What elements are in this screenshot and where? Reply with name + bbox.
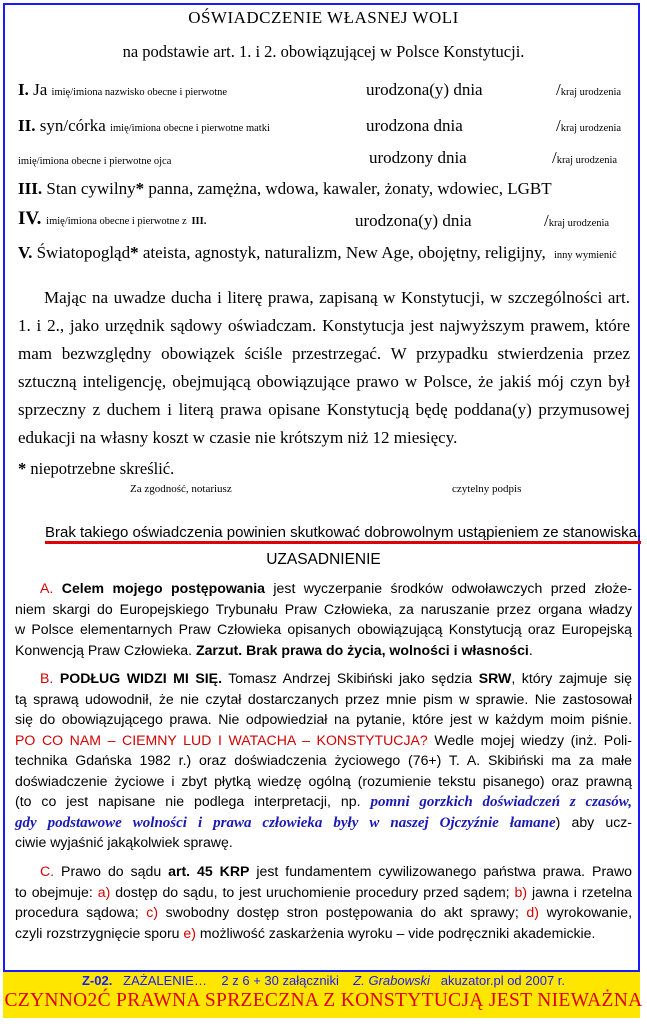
page-subtitle: na podstawie art. 1. i 2. obowiązującej w Polsce Konstytucji. bbox=[122, 42, 525, 61]
section-b-line: się do obowiązującego prawa. Nie odpowiedział na pytanie, które jest w każdym moim piśnie. bbox=[15, 711, 632, 727]
section-c bbox=[15, 861, 632, 943]
partner-name-hint: imię/imiona obecne i pierwotne z bbox=[46, 216, 187, 227]
asterisk: * bbox=[18, 459, 27, 478]
father-name-hint: imię/imiona obecne i pierwotne ojca bbox=[18, 156, 172, 167]
declaration-line: sztuczną inteligencję, obejmującą obowiązujące prawo w Polsce, że jakiś mój czyn był bbox=[18, 372, 630, 391]
form-row-3-country bbox=[552, 148, 617, 168]
section-c-line bbox=[15, 902, 632, 923]
section-c-text: dostęp do sądu, to jest uruchomienie procedury przed sądem; bbox=[110, 883, 515, 900]
declaration-line: sprzeczny z duchem i literą prawa opisane Konstytucją będę poddana(y) przymusowej bbox=[18, 400, 630, 419]
section-letter: B. bbox=[40, 670, 54, 686]
row-number: IV. bbox=[18, 208, 42, 229]
birth-date-label: urodzona dnia bbox=[366, 116, 463, 135]
section-b-text: Wedle mojej wiedzy (inż. Poli- bbox=[427, 731, 632, 748]
row-number: II. bbox=[18, 116, 36, 135]
row-number: III. bbox=[18, 179, 43, 198]
section-b-bold: PODŁUG WIDZI MI SIĘ. bbox=[59, 670, 222, 686]
section-c-text: czyli rozstrzygnięcie sporu bbox=[15, 924, 184, 941]
section-b-quote: pomni gorzkich doświadczeń z czasów, bbox=[370, 794, 632, 810]
row-number: V. bbox=[18, 243, 33, 262]
section-c-line bbox=[15, 923, 632, 944]
section-a-text: jest wyczerpanie środków odwoławczych przed złoże- bbox=[265, 580, 632, 596]
form-row-4-country bbox=[544, 211, 609, 231]
form-row-2 bbox=[18, 116, 270, 136]
row-lead: Stan cywilny bbox=[46, 179, 136, 198]
form-row-1 bbox=[18, 80, 227, 100]
section-b-line: doświadczenie życiowe i zbyt płytką wiedzę ogólną (rozumienie tekstu pisanego) oraz prawną bbox=[15, 772, 632, 789]
section-b-line: ciwie wyjaśnić jakąkolwiek sprawę. bbox=[15, 834, 233, 850]
section-c-text: wyrokowanie, bbox=[538, 904, 632, 920]
section-c-line bbox=[15, 882, 632, 903]
list-marker: b) bbox=[514, 883, 528, 900]
section-a-line bbox=[15, 578, 632, 599]
warning-underlined: Brak takiego oświadczenia powinien skutkować dobrowolnym ustąpieniem ze stanowiska. bbox=[45, 524, 641, 544]
row-lead: syn/córka bbox=[39, 116, 106, 135]
footer-author: Z. Grabowski bbox=[353, 973, 430, 988]
country-hint: kraj urodzenia bbox=[556, 155, 618, 166]
footnote-text: niepotrzebne skreślić. bbox=[30, 459, 175, 478]
section-b-line: tą sprawą udowodnił, że nie czytał dostarczanych przez mnie pism w sprawie. Nie zastosował bbox=[15, 690, 632, 707]
marital-options: panna, zamężna, wdowa, kawaler, żonaty, wdowiec, LGBT bbox=[148, 179, 552, 198]
section-b bbox=[15, 668, 632, 853]
footnote bbox=[18, 459, 174, 479]
section-letter: A. bbox=[40, 580, 54, 596]
section-a bbox=[15, 578, 632, 660]
footer-type: ZAŻALENIE… bbox=[123, 973, 207, 988]
name-hint: imię/imiona nazwisko obecne i pierwotne bbox=[51, 87, 228, 98]
section-a-bold: Zarzut. Brak prawa do życia, wolności i własności bbox=[195, 641, 529, 658]
birth-date-label: urodzony dnia bbox=[369, 148, 467, 167]
form-row-worldview bbox=[18, 243, 617, 263]
country-hint: kraj urodzenia bbox=[548, 218, 610, 229]
form-row-1-country bbox=[556, 80, 621, 100]
section-c-bold: art. 45 KRP bbox=[168, 863, 250, 879]
section-c-text: to obejmuje: bbox=[15, 883, 98, 900]
declaration-text bbox=[18, 284, 630, 452]
section-c-text: jest fundamentem cywilizowanego państwa prawa. Prawo bbox=[249, 863, 632, 879]
worldview-options: ateista, agnostyk, naturalizm, New Age, obojętny, religijny, bbox=[142, 243, 546, 262]
section-c-text: swobodny dostęp stron postępowania do akt sprawy; bbox=[158, 904, 527, 920]
form-row-marital bbox=[18, 179, 552, 199]
section-b-text: ) aby ucz- bbox=[555, 813, 632, 830]
section-b-text: Tomasz Andrzej Skibiński jako sędzia bbox=[221, 670, 479, 686]
slash: / bbox=[556, 80, 561, 99]
section-c-text: możliwość zaskarżenia wyroku – vide podręczniki akademickie. bbox=[195, 924, 596, 941]
asterisk: * bbox=[130, 243, 139, 262]
footer-info bbox=[0, 973, 647, 988]
section-a-line: niem skargi do Europejskiego Trybunału Praw Człowieka, za naruszanie przez organa władzy bbox=[15, 600, 632, 617]
section-c-text: jawna i rzetelna bbox=[527, 883, 632, 900]
birth-date-label: urodzona(y) dnia bbox=[355, 211, 472, 230]
country-hint: kraj urodzenia bbox=[560, 87, 622, 98]
warning-text bbox=[45, 524, 641, 541]
section-a-text: . bbox=[528, 641, 533, 658]
section-a-line: w Polsce elementarnych Praw Człowieka opisanych obowiązującą Konstytucją oraz Europejską bbox=[15, 621, 632, 637]
form-row-4 bbox=[18, 208, 206, 230]
signature-label: czytelny podpis bbox=[452, 483, 522, 495]
list-marker: d) bbox=[526, 904, 539, 920]
asterisk: * bbox=[135, 179, 145, 198]
footer-code: Z-02. bbox=[81, 973, 113, 988]
slash: / bbox=[556, 116, 561, 135]
list-marker: e) bbox=[183, 924, 196, 941]
slash: / bbox=[552, 148, 557, 167]
country-hint: kraj urodzenia bbox=[560, 123, 622, 134]
footer-site: akuzator.pl od 2007 r. bbox=[440, 973, 566, 988]
list-marker: c) bbox=[146, 904, 159, 920]
section-letter: C. bbox=[40, 863, 55, 879]
footer-attachments: 2 z 6 + 30 załączniki bbox=[221, 973, 339, 988]
section-b-bold: SRW bbox=[478, 670, 512, 686]
form-row-2-country bbox=[556, 116, 621, 136]
partner-ref: III. bbox=[191, 216, 207, 227]
section-a-bold: Celem mojego postępowania bbox=[61, 580, 265, 596]
section-c-text: Prawo do sądu bbox=[54, 863, 169, 879]
section-b-line: technika Gdańska 1982 r.) oraz doświadczenia życiowego (76+) T. A. Skibiński ma za małe bbox=[15, 752, 632, 768]
section-b-quote: gdy podstawowe wolności i prawa człowieka były w naszej Ojczyźnie łamane bbox=[15, 814, 556, 831]
notary-label: Za zgodność, notariusz bbox=[130, 483, 232, 495]
section-b-line bbox=[15, 812, 632, 833]
section-a-line bbox=[15, 640, 632, 661]
other-hint: inny wymienić bbox=[553, 250, 617, 261]
mother-name-hint: imię/imiona obecne i pierwotne matki bbox=[110, 123, 270, 134]
section-b-text: (to co jest napisane nie podlega interpretacji, np. bbox=[15, 793, 371, 809]
section-c-text: procedura sądowa; bbox=[15, 904, 147, 920]
section-b-line bbox=[15, 791, 632, 812]
row-lead: Światopogląd bbox=[36, 243, 131, 262]
declaration-line: edukacji na własny koszt w czasie nie krótszym niż 12 miesięcy. bbox=[18, 428, 458, 447]
declaration-line: Mając na uwadze ducha i literę prawa, zapisaną w Konstytucji, w szczególności art. bbox=[44, 288, 630, 307]
list-marker: a) bbox=[97, 883, 111, 900]
section-c-line bbox=[15, 861, 632, 882]
declaration-line: 1. i 2., jako urzędnik sądowy oświadczam. Konstytucja jest najwyższym prawem, które bbox=[18, 316, 630, 335]
birth-date-label: urodzona(y) dnia bbox=[366, 80, 483, 99]
row-number: I. bbox=[18, 80, 29, 99]
page-title: OŚWIADCZENIE WŁASNEJ WOLI bbox=[188, 8, 459, 27]
row-lead: Ja bbox=[33, 80, 48, 99]
section-a-text: Konwencją Praw Człowieka. bbox=[15, 641, 193, 658]
footer-slogan: CZYNNO2Ć PRAWNA SPRZECZNA Z KONSTYTUCJĄ JEST NIEWAŻNA bbox=[4, 990, 643, 1011]
declaration-line: mam bezwzględny obowiązek ściśle przestrzegać. W przypadku stwierdzenia przez bbox=[18, 344, 630, 363]
section-b-text: , który zajmuje się bbox=[511, 670, 633, 686]
section-b-line bbox=[15, 730, 632, 751]
slash: / bbox=[544, 211, 549, 230]
justification-heading: UZASADNIENIE bbox=[266, 551, 381, 568]
section-b-line bbox=[15, 668, 632, 689]
section-b-red: PO CO NAM – CIEMNY LUD I WATACHA – KONSTYTUCJA? bbox=[15, 731, 428, 748]
